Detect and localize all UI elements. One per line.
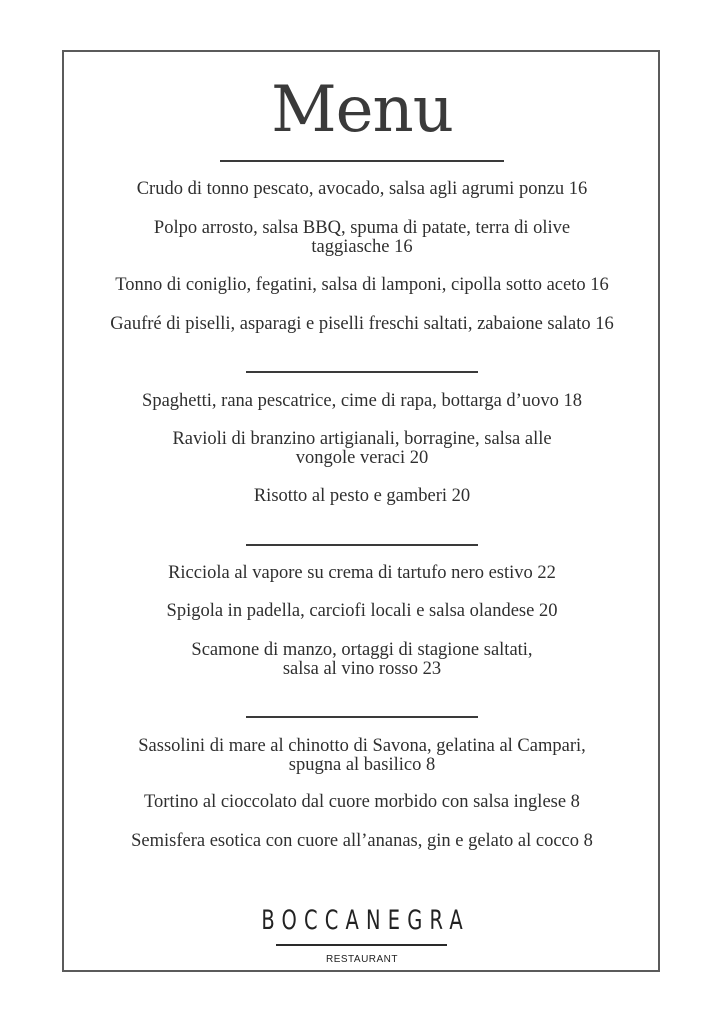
menu-item: [66, 487, 658, 506]
menu-item: [66, 180, 658, 199]
menu-item: [66, 315, 658, 334]
menu-item-line: Sassolini di mare al chinotto di Savona, gelatina al Campari,: [138, 736, 586, 756]
menu-item-line: Gaufré di piselli, asparagi e piselli freschi saltati, zabaione salato 16: [110, 314, 614, 334]
menu-item-line: Ravioli di branzino artigianali, borragine, salsa alle: [172, 429, 552, 449]
menu-item: [66, 793, 658, 812]
menu-item-line: Polpo arrosto, salsa BBQ, spuma di patate, terra di olive: [153, 218, 571, 238]
title-divider: [220, 160, 504, 162]
menu-item-line: Risotto al pesto e gamberi 20: [253, 486, 471, 506]
menu-item: [66, 430, 658, 468]
menu-item-line: Tortino al cioccolato dal cuore morbido con salsa inglese 8: [144, 792, 580, 812]
menu-item-line: Crudo di tonno pescato, avocado, salsa agli agrumi ponzu 16: [136, 179, 588, 199]
menu-item: [66, 641, 658, 679]
menu-item-line: spugna al basilico 8: [288, 755, 436, 775]
menu-item-line: Semisfera esotica con cuore all’ananas, gin e gelato al cocco 8: [131, 831, 593, 851]
menu-title: Menu: [271, 73, 453, 147]
menu-item-line: Ricciola al vapore su crema di tartufo nero estivo 22: [168, 563, 556, 583]
menu-item: [66, 832, 658, 851]
menu-item: [66, 219, 658, 257]
menu-item-line: taggiasche 16: [311, 237, 413, 257]
logo-divider: [276, 944, 447, 946]
brand-tagline: RESTAURANT: [325, 954, 399, 965]
section-divider: [246, 544, 478, 546]
menu-item: [66, 737, 658, 775]
menu-item-line: Spaghetti, rana pescatrice, cime di rapa, bottarga d’uovo 18: [142, 391, 582, 411]
brand-logo: BOCCANEGRA: [261, 905, 470, 936]
menu-item: [66, 602, 658, 621]
menu-item-line: Tonno di coniglio, fegatini, salsa di lamponi, cipolla sotto aceto 16: [115, 275, 609, 295]
menu-item: [66, 392, 658, 411]
menu-item-line: salsa al vino rosso 23: [282, 659, 442, 679]
section-divider: [246, 371, 478, 373]
section-divider: [246, 716, 478, 718]
menu-item: [66, 276, 658, 295]
menu-item-line: Spigola in padella, carciofi locali e salsa olandese 20: [166, 601, 558, 621]
menu-item: [66, 564, 658, 583]
menu-item-line: Scamone di manzo, ortaggi di stagione saltati,: [191, 640, 533, 660]
menu-item-line: vongole veraci 20: [295, 448, 429, 468]
